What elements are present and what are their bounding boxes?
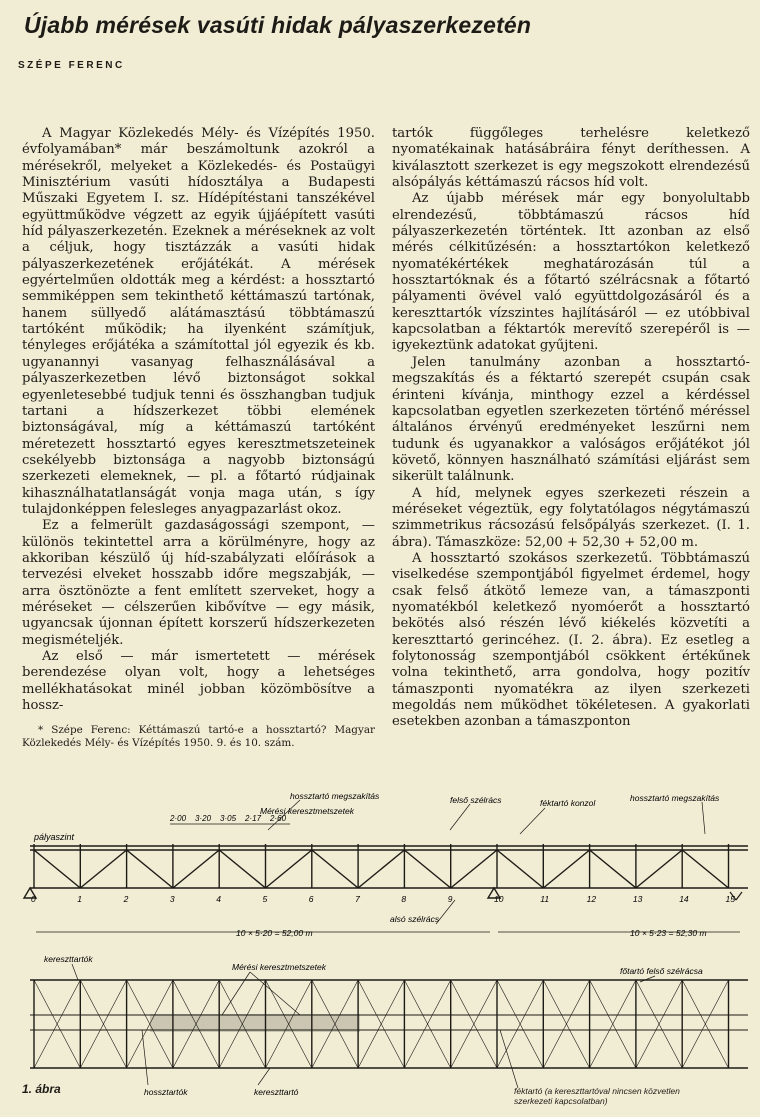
left-column [22, 126, 375, 714]
truss-diagonal [404, 850, 450, 888]
node-number: 8 [401, 894, 407, 904]
node-number: 6 [308, 894, 314, 904]
truss-diagonal [219, 850, 265, 888]
right-column [392, 126, 750, 731]
label-cross-beam: kereszttartó [254, 1087, 299, 1097]
node-number: 3 [169, 894, 175, 904]
spacing-label: 3·05 [220, 814, 237, 823]
node-number: 0 [31, 894, 36, 904]
label-stringer-break-right: hossztartó megszakítás [630, 793, 720, 803]
truss-diagonal [80, 850, 126, 888]
author-name: SZÉPE FERENC [18, 60, 125, 71]
figure-1 [0, 790, 760, 1113]
label-main-girder-top-bracing: főtartó felső szélrácsa [620, 966, 703, 976]
node-number: 7 [355, 894, 360, 904]
node-number: 10 [494, 894, 504, 904]
figure-caption: 1. ábra [22, 1082, 61, 1096]
plan-members [34, 980, 729, 1068]
paragraph: Jelen tanulmány azonban a hossztartó-megszakítás és a féktartó szerepét csupán csak érinteni kívánja, minthogy ezzel a kérdéssel kapcsolatban egyetlen szerkezeten történő méréssel általános érvényű eredményeket leszűrni nem tudunk és ugyanakkor a valóságos erőjátékot jól követő, könnyen használható számítási eljárást sem sikerült találnunk. [392, 354, 750, 485]
paragraph: Az újabb mérések már egy bonyolultabb elrendezésű, többtámaszú rácsos híd pályaszerkezetén történtek. Itt azonban az első mérés célkitűzésén: a hossztartókon keletkező nyomatékértékek meghatározásán túl a hossztartóknak és a főtartó szélrácsnak a főtartó pályamenti övével való együttdolgozásáról és a kereszttartók vízszintes hajlításáról — ez utóbbival kapcsolatban a féktartók merevítő szerepéről is — igyekeztünk adatokat gyűjteni. [392, 191, 750, 354]
label-span-right: 10 × 5·23 = 52,30 m [630, 928, 707, 938]
paragraph: Ez a felmerült gazdaságossági szempont, — különös tekintettel arra a körülményre, hogy az akkoriban készülő új híd-szabályzati előírások a tervezési elveket hosszabb időre megszabják, — arra ösztönözte a fent említett szerveket, hogy a méréseket — célszerűen kibővítve — egy másik, ugyancsak újonnan épített korszerű hídszerkezeten megismételjék. [22, 518, 375, 648]
label-stringer-break-left: hossztartó megszakítás [290, 791, 380, 801]
paragraph: A híd, melynek egyes szerkezeti részein a méréseket végeztük, egy folytatólagos négytámaszú szimmetrikus rácsozású felsőpályás szerkezet. (I. 1. ábra). Támaszköze: 52,00 + 52,30 + 52,00 m. [392, 485, 750, 550]
truss-diagonal [451, 850, 497, 888]
spacing-label: 3·20 [195, 814, 212, 823]
truss-diagonal [34, 850, 80, 888]
label-track-level: pályaszint [34, 832, 75, 842]
truss-diagonal [358, 850, 404, 888]
truss-diagonal [173, 850, 219, 888]
label-stringers: hossztartók [144, 1087, 188, 1097]
truss-diagonal [497, 850, 543, 888]
spacing-label: 2·17 [245, 814, 262, 823]
truss-diagonal [266, 850, 312, 888]
footnote: * Szépe Ferenc: Kéttámaszú tartó-e a hossztartó? Magyar Közlekedés Mély- és Vízépítés 1950. 9. és 10. szám. [22, 724, 375, 749]
node-number: 13 [632, 894, 643, 904]
label-bottom-bracing: alsó szélrács [390, 914, 440, 924]
node-number: 2 [123, 894, 129, 904]
label-plan-measuring-sections: Mérési keresztmetszetek [232, 962, 326, 972]
spacing-label: 2·60 [270, 814, 287, 823]
node-number: 1 [77, 894, 83, 904]
spacing-label: 2·00 [170, 814, 187, 823]
node-number: 15 [725, 894, 735, 904]
paragraph: Az első — már ismertetett — mérések berendezése olyan volt, hogy a lehetséges mellékhatásokat minél jobban közömbösítve a hossz- [22, 649, 375, 714]
label-span-left: 10 × 5·20 = 52,00 m [236, 928, 313, 938]
paragraph: tartók függőleges terhelésre keletkező nyomatékainak hatásábráira fényt deríthessen. A kiválasztott szerkezet is egy megszokott elrendezésű alsópályás kéttámaszú rácsos híd volt. [392, 126, 750, 191]
paragraph: A Magyar Közlekedés Mély- és Vízépítés 1950. évfolyamában* már beszámoltunk azokról a mérésekről, melyeket a Közlekedés- és Postaügyi Minisztérium vasúti hídosztálya a Budapesti Műszaki Egyetem I. sz. Hídépítéstani tanszékével együttműködve végzett az egyik újjáépített vasúti híd pályaszerkezetén. Ezeknek a méréseknek az volt a céljuk, hogy tisztázzák a vasúti hidak pályaszerkezetének erőjátékát. A mérések egyértelműen oldották meg a kérdést: a hossztartó semmiképpen sem tekinthető kéttámaszú tartónak, hanem süllyedő alátámasztású többtámaszú tartóként működik; ha ilyenként számítjuk, tényleges erőjátéka a számítottal jól egyezik és kb. ugyanannyi vasanyag felhasználásával a pályaszerkezetben lévő biztonságot sokkal egyenletesebbé tudjuk tenni és összhangban tudjuk tartani a hídszerkezet többi elemének biztonságával, míg a kéttámaszú tartóként méretezett hossztartó egyes keresztmetszeteinek csekélyebb biztonsága a nagyobb biztonságú szerkezeti elemeknek, — pl. a főtartó rúdjainak kihasználhatatlanságát vonja maga után, s így tulajdonképpen felesleges anyagpazarlást okoz. [22, 126, 375, 517]
label-measuring-sections: Mérési keresztmetszetek [260, 806, 354, 816]
node-number: 5 [262, 894, 268, 904]
node-number: 14 [679, 894, 689, 904]
node-number: 9 [447, 894, 453, 904]
label-cross-beams: kereszttartók [44, 954, 93, 964]
truss-diagonal [682, 850, 728, 888]
label-brake-girder-console: féktartó konzol [540, 798, 596, 808]
truss-diagonal [312, 850, 358, 888]
truss-diagonal [127, 850, 173, 888]
truss-diagonal [590, 850, 636, 888]
truss-diagonal [636, 850, 682, 888]
label-brake-girder-note: féktartó (a kereszttartóval nincsen közvetlen szerkezeti kapcsolatban) [514, 1086, 680, 1106]
node-number: 12 [586, 894, 597, 904]
label-top-bracing: felső szélrács [450, 795, 502, 805]
truss-diagonal [543, 850, 589, 888]
article-title: Újabb mérések vasúti hidak pályaszerkezetén [24, 12, 532, 38]
paragraph: A hossztartó szokásos szerkezetű. Többtámaszú viselkedése szempontjából figyelmet érdemel, hogy csak felső átkötő lemeze van, a támaszponti nyomatékból keletkező nyomóerőt a hossztartó bekötés alsó részén lévő kiékelés közvetíti a kereszttartó gerincéhez. (I. 2. ábra). Ez esetleg a folytonosság szempontjából csökkent értékűnek volna tekinthető, arra gondolva, hogy pozitív támaszponti nyomatékra az ilyen szerkezeti megoldás nem működhet tökéletesen. A gyakorlati esetekben azonban a támaszponton [392, 550, 750, 730]
measuring-zone [150, 1014, 360, 1032]
node-number: 11 [540, 894, 550, 904]
node-number: 4 [216, 894, 221, 904]
